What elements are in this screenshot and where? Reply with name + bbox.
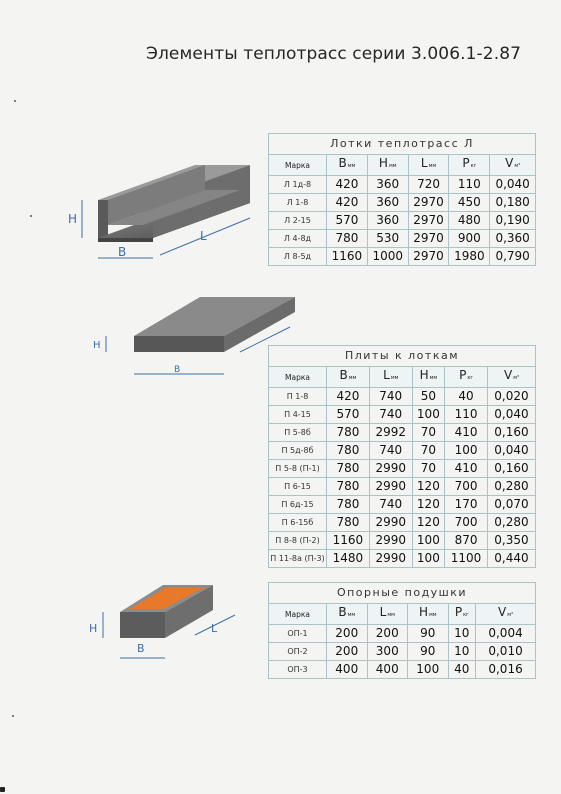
cell-value: 740 <box>369 406 412 424</box>
cell-mark: П 11-8а (П-3) <box>269 550 327 568</box>
cell-mark: П 6-15б <box>269 514 327 532</box>
cell-value: 110 <box>449 176 490 194</box>
cell-value: 780 <box>327 424 370 442</box>
cell-value: 2990 <box>369 532 412 550</box>
cell-value: 900 <box>449 230 490 248</box>
cell-value: 2992 <box>369 424 412 442</box>
cell-value: 1100 <box>445 550 488 568</box>
table-row <box>269 212 536 230</box>
table-row <box>269 478 536 496</box>
cell-mark: П 1-8 <box>269 388 327 406</box>
cell-value: 2990 <box>369 550 412 568</box>
cell-value: 870 <box>445 532 488 550</box>
table-row <box>269 194 536 212</box>
cell-value: 0,160 <box>487 424 535 442</box>
cell-mark: Л 1-8 <box>269 194 327 212</box>
cell-value: 100 <box>412 550 444 568</box>
pad-l-label: L <box>211 622 218 635</box>
cell-value: 740 <box>369 388 412 406</box>
col-v: Vм³ <box>490 155 536 176</box>
pads-caption: Опорные подушки <box>269 583 536 604</box>
col-mark: Марка <box>269 367 327 388</box>
cell-value: 400 <box>327 661 368 679</box>
cell-value: 1160 <box>327 248 368 266</box>
cell-value: 400 <box>367 661 408 679</box>
table-row <box>269 514 536 532</box>
cell-value: 2970 <box>408 194 449 212</box>
cell-value: 0,004 <box>476 625 536 643</box>
cell-mark: ОП-3 <box>269 661 327 679</box>
table-row <box>269 496 536 514</box>
col-mark: Марка <box>269 604 327 625</box>
cell-value: 2970 <box>408 248 449 266</box>
cell-value: 720 <box>408 176 449 194</box>
cell-value: 110 <box>445 406 488 424</box>
col-h: Hмм <box>412 367 444 388</box>
table-row <box>269 532 536 550</box>
col-mark: Марка <box>269 155 327 176</box>
cell-mark: П 8-8 (П-2) <box>269 532 327 550</box>
table-row <box>269 625 536 643</box>
pads-header-row <box>269 604 536 625</box>
cell-mark: ОП-1 <box>269 625 327 643</box>
cell-value: 2990 <box>369 514 412 532</box>
cell-value: 360 <box>367 176 408 194</box>
cell-value: 90 <box>408 625 449 643</box>
cell-value: 0,016 <box>476 661 536 679</box>
cell-value: 50 <box>412 388 444 406</box>
cell-mark: П 5-8б <box>269 424 327 442</box>
trays-header-row <box>269 155 536 176</box>
cell-value: 2990 <box>369 460 412 478</box>
cell-value: 0,160 <box>487 460 535 478</box>
cell-value: 450 <box>449 194 490 212</box>
cell-value: 780 <box>327 230 368 248</box>
cell-mark: П 6-15 <box>269 478 327 496</box>
cell-value: 0,070 <box>487 496 535 514</box>
cell-value: 1980 <box>449 248 490 266</box>
cell-value: 2990 <box>369 478 412 496</box>
tray-l-label: L <box>200 229 207 243</box>
cell-value: 1480 <box>327 550 370 568</box>
cell-value: 420 <box>327 176 368 194</box>
tray-h-label: H <box>68 212 78 226</box>
cell-value: 0,020 <box>487 388 535 406</box>
cell-value: 780 <box>327 442 370 460</box>
cell-mark: П 5д-8б <box>269 442 327 460</box>
col-h: Hмм <box>408 604 449 625</box>
cell-value: 700 <box>445 514 488 532</box>
cell-value: 1160 <box>327 532 370 550</box>
cell-value: 780 <box>327 460 370 478</box>
col-v: Vм³ <box>487 367 535 388</box>
cell-value: 740 <box>369 442 412 460</box>
cell-value: 200 <box>367 625 408 643</box>
col-b: Bмм <box>327 155 368 176</box>
cell-value: 570 <box>327 212 368 230</box>
tray-drawing <box>60 160 270 270</box>
cell-value: 0,180 <box>490 194 536 212</box>
cell-value: 100 <box>445 442 488 460</box>
slabs-caption: Плиты к лоткам <box>269 346 536 367</box>
cell-value: 480 <box>449 212 490 230</box>
col-l: Lмм <box>369 367 412 388</box>
cell-value: 200 <box>327 643 368 661</box>
cell-value: 10 <box>448 643 476 661</box>
cell-mark: Л 8-5д <box>269 248 327 266</box>
slabs-header-row <box>269 367 536 388</box>
table-row <box>269 442 536 460</box>
cell-value: 2970 <box>408 230 449 248</box>
cell-value: 200 <box>327 625 368 643</box>
col-b: Bмм <box>327 367 370 388</box>
cell-value: 0,010 <box>476 643 536 661</box>
trays-caption: Лотки теплотрасс Л <box>269 134 536 155</box>
cell-mark: Л 1д-8 <box>269 176 327 194</box>
slab-b-label: B <box>174 365 181 375</box>
cell-value: 170 <box>445 496 488 514</box>
cell-value: 0,190 <box>490 212 536 230</box>
cell-value: 360 <box>367 212 408 230</box>
cell-mark: Л 2-15 <box>269 212 327 230</box>
table-row <box>269 460 536 478</box>
cell-value: 120 <box>412 514 444 532</box>
cell-value: 410 <box>445 424 488 442</box>
cell-value: 70 <box>412 442 444 460</box>
cell-value: 0,040 <box>487 442 535 460</box>
cell-value: 100 <box>412 406 444 424</box>
cell-value: 40 <box>448 661 476 679</box>
pad-drawing <box>85 580 255 670</box>
cell-value: 0,360 <box>490 230 536 248</box>
cell-value: 100 <box>408 661 449 679</box>
cell-value: 740 <box>369 496 412 514</box>
col-p: Pкг <box>449 155 490 176</box>
cell-value: 0,040 <box>490 176 536 194</box>
cell-value: 0,350 <box>487 532 535 550</box>
trays-table <box>268 133 536 266</box>
cell-value: 90 <box>408 643 449 661</box>
col-l: Lмм <box>408 155 449 176</box>
cell-value: 420 <box>327 194 368 212</box>
cell-value: 1000 <box>367 248 408 266</box>
cell-value: 0,040 <box>487 406 535 424</box>
cell-value: 70 <box>412 424 444 442</box>
cell-mark: П 4-15 <box>269 406 327 424</box>
cell-value: 2970 <box>408 212 449 230</box>
col-b: Bмм <box>327 604 368 625</box>
cell-value: 700 <box>445 478 488 496</box>
col-p: Pкг <box>448 604 476 625</box>
cell-value: 100 <box>412 532 444 550</box>
cell-value: 530 <box>367 230 408 248</box>
table-row <box>269 424 536 442</box>
pads-table <box>268 582 536 679</box>
cell-mark: Л 4-8д <box>269 230 327 248</box>
table-row <box>269 643 536 661</box>
col-l: Lмм <box>367 604 408 625</box>
cell-value: 360 <box>367 194 408 212</box>
cell-value: 0,790 <box>490 248 536 266</box>
col-p: Pкг <box>445 367 488 388</box>
cell-value: 780 <box>327 496 370 514</box>
cell-value: 120 <box>412 496 444 514</box>
slabs-table <box>268 345 536 568</box>
cell-value: 780 <box>327 514 370 532</box>
cell-value: 120 <box>412 478 444 496</box>
cell-value: 410 <box>445 460 488 478</box>
table-row <box>269 550 536 568</box>
col-v: Vм³ <box>476 604 536 625</box>
cell-value: 300 <box>367 643 408 661</box>
cell-mark: П 5-8 (П-1) <box>269 460 327 478</box>
table-row <box>269 388 536 406</box>
tray-b-label: B <box>118 245 127 259</box>
pad-h-label: H <box>89 622 98 635</box>
pad-b-label: B <box>137 642 145 655</box>
table-row <box>269 406 536 424</box>
cell-value: 570 <box>327 406 370 424</box>
cell-value: 10 <box>448 625 476 643</box>
col-h: Hмм <box>367 155 408 176</box>
table-row <box>269 230 536 248</box>
cell-value: 40 <box>445 388 488 406</box>
page-title: Элементы теплотрасс серии 3.006.1-2.87 <box>146 44 522 64</box>
table-row <box>269 248 536 266</box>
cell-value: 70 <box>412 460 444 478</box>
cell-value: 0,440 <box>487 550 535 568</box>
table-row <box>269 176 536 194</box>
cell-mark: П 6д-15 <box>269 496 327 514</box>
cell-mark: ОП-2 <box>269 643 327 661</box>
slab-h-label: H <box>93 340 101 351</box>
cell-value: 0,280 <box>487 514 535 532</box>
cell-value: 0,280 <box>487 478 535 496</box>
cell-value: 420 <box>327 388 370 406</box>
table-row <box>269 661 536 679</box>
cell-value: 780 <box>327 478 370 496</box>
